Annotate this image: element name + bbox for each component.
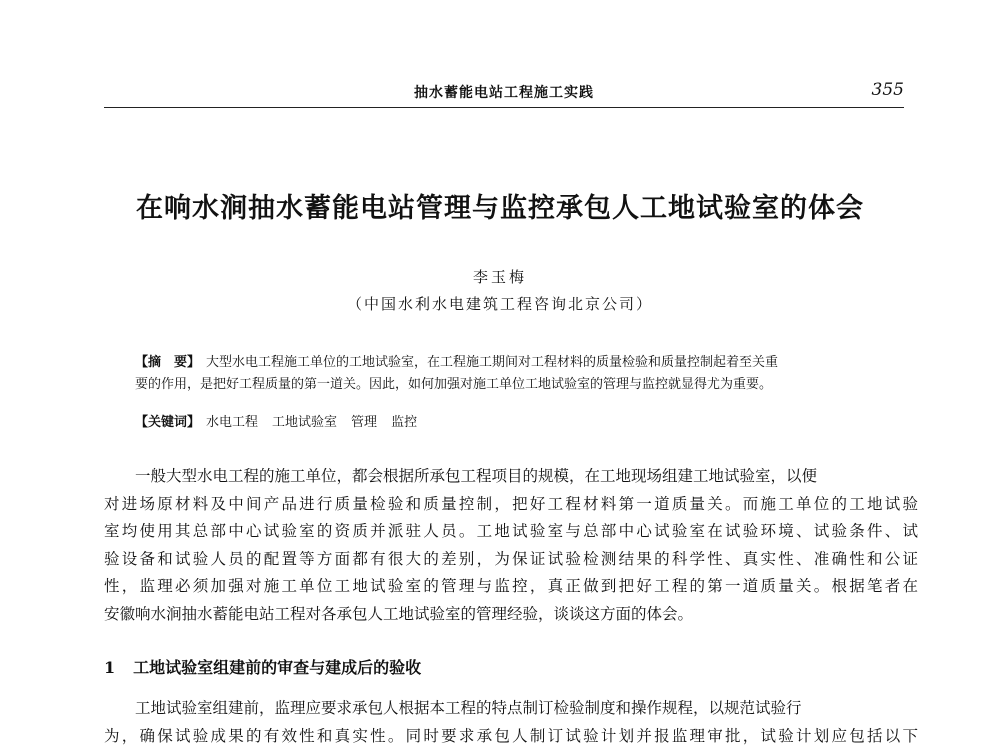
abstract-text: 大型水电工程施工单位的工地试验室，在工程施工期间对工程材料的质量检验和质量控制起着至关重 (206, 355, 778, 370)
abstract-text: 要的作用，是把好工程质量的第一道关。因此，如何加强对施工单位工地试验室的管理与监控就显得尤为重要。 (135, 377, 772, 392)
article-title: 在响水涧抽水蓄能电站管理与监控承包人工地试验室的体会 (0, 186, 1000, 225)
keyword: 管理 (351, 415, 377, 430)
abstract-line (135, 374, 895, 396)
abstract-label: 【摘 要】 (135, 355, 200, 370)
body-line: 室均使用其总部中心试验室的资质并派驻人员。工地试验室与总部中心试验室在试验环境、试验条件、试 (104, 518, 918, 546)
keyword: 工地试验室 (272, 415, 337, 430)
abstract-line (135, 352, 895, 374)
keyword: 水电工程 (206, 415, 258, 430)
abstract (135, 352, 895, 396)
running-title: 抽水蓄能电站工程施工实践 (104, 82, 904, 102)
body-line: 验设备和试验人员的配置等方面都有很大的差别，为保证试验检测结果的科学性、真实性、准确性和公证 (104, 546, 918, 574)
section-title: 工地试验室组建前的审查与建成后的验收 (133, 658, 421, 677)
body-paragraph-2 (104, 695, 918, 750)
keywords (135, 412, 895, 434)
header-rule (104, 107, 904, 108)
page-number: 355 (872, 80, 904, 100)
keyword: 监控 (391, 415, 417, 430)
body-line: 对进场原材料及中间产品进行质量检验和质量控制，把好工程材料第一道质量关。而施工单位的工地试验 (104, 491, 918, 519)
running-header (104, 80, 904, 104)
section-number: 1 (104, 658, 115, 677)
body-line: 工地试验室组建前，监理应要求承包人根据本工程的特点制订检验制度和操作规程，以规范试验行 (104, 695, 918, 723)
section-heading (104, 655, 421, 678)
keywords-label: 【关键词】 (135, 415, 200, 430)
author-name: 李玉梅 (0, 266, 1000, 287)
body-line: 性，监理必须加强对施工单位工地试验室的管理与监控，真正做到把好工程的第一道质量关。根据笔者在 (104, 573, 918, 601)
body-paragraph-1 (104, 463, 918, 628)
body-line: 一般大型水电工程的施工单位，都会根据所承包工程项目的规模，在工地现场组建工地试验室，以便 (104, 463, 918, 491)
body-line: 为，确保试验成果的有效性和真实性。同时要求承包人制订试验计划并报监理审批，试验计划应包括以下 (104, 723, 918, 750)
author-affiliation: （中国水利水电建筑工程咨询北京公司） (0, 293, 1000, 314)
body-line: 安徽响水涧抽水蓄能电站工程对各承包人工地试验室的管理经验，谈谈这方面的体会。 (104, 601, 918, 629)
